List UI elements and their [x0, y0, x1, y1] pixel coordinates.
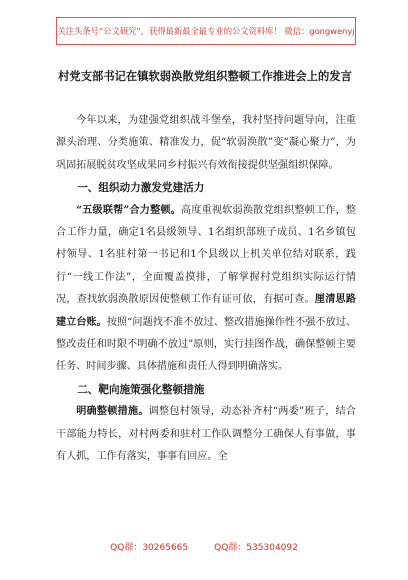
section2-paragraph — [56, 401, 356, 468]
section-heading-2: 二、靶向施策强化整顿措施 — [77, 383, 205, 396]
promo-banner — [56, 17, 356, 45]
section2-body: 调整包村领导，动态补齐村“两委”班子，结合干部能力特长，对村两委和驻村工作队调整分工确保人有事做，事有人抓，工作有落实，事事有回应。全 — [56, 406, 356, 463]
section1-paragraph — [56, 200, 356, 379]
promo-banner-text: 关注头条号“公文研究”，获得最新最全最专业的公文资料库！ 微信：gongwenyj — [57, 26, 355, 36]
section1-tail: 按照“问题找不准不放过、整改措施操作性不强不放过、整改责任和时限不明确不放过”原则，实行挂图作战，确保整顿主要任务、时间步骤、具体措施和责任人得到明确落实。 — [56, 316, 356, 373]
section1-lead2: 厘清思路建立台账。 — [56, 294, 356, 328]
document-body — [56, 110, 356, 469]
section1-lead: “五级联帮”合力整顿。 — [76, 204, 181, 216]
footer — [0, 540, 408, 556]
footer-qq-group-2: QQ群：535304092 — [214, 543, 298, 553]
intro-paragraph: 今年以来，为建强党组织战斗堡垒，我村坚持问题导向，注重源头治理、分类施策、精准发力，促“软弱涣散”变“凝心聚力”，为巩固拓展脱贫攻坚成果同乡村振兴有效衔接提供坚强组织保障。 — [56, 115, 356, 171]
document-title: 村党支部书记在镇软弱涣散党组织整顿工作推进会上的发言 — [58, 69, 352, 83]
section-heading-1: 一、组织动力激发党建活力 — [77, 182, 205, 195]
section1-body: 高度重视软弱涣散党组织整顿工作，整合工作力量，确定1名县级领导、1名组织部班子成员、1名乡镇包村领导、1名驻村第一书记和1个县级以上机关单位结对联系，践行“一线工作法”，全面覆盖摸排，了解掌握村党组织实际运行情况，查找软弱涣散原因使整顿工作有证可依，有据可查。 — [56, 204, 357, 306]
section2-lead: 明确整顿措施。 — [76, 406, 149, 418]
footer-qq-group-1: QQ群：30265665 — [110, 543, 189, 553]
